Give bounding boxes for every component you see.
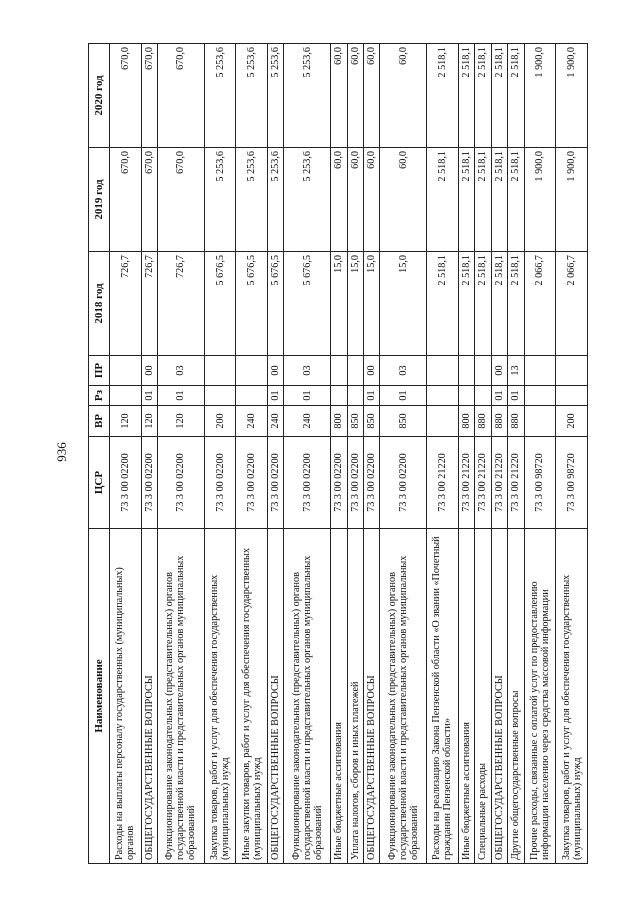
cell-name: Уплата налогов, сборов и иных платежей: [347, 529, 363, 864]
table-row: [267, 44, 283, 864]
cell-pr: 13: [508, 356, 524, 386]
cell-rz: [236, 386, 268, 406]
cell-2018: 2 518,1: [491, 252, 507, 356]
cell-pr: [556, 356, 588, 386]
header-2018: 2018 год: [89, 252, 110, 356]
cell-pr: 00: [267, 356, 283, 386]
cell-rz: 01: [158, 386, 205, 406]
cell-name: Закупка товаров, работ и услуг для обеспечения государственных (муниципальных) нужд: [556, 529, 588, 864]
budget-table-container: [88, 44, 588, 864]
cell-2020: 1 900,0: [524, 44, 556, 148]
cell-csr: 73 3 00 02200: [267, 437, 283, 529]
table-body: [110, 44, 588, 864]
cell-vr: 200: [204, 406, 236, 437]
cell-pr: [475, 356, 491, 386]
cell-2018: 726,7: [141, 252, 157, 356]
cell-2020: 2 518,1: [458, 44, 474, 148]
cell-2018: 5 676,5: [267, 252, 283, 356]
table-row: [458, 44, 474, 864]
cell-rz: 01: [508, 386, 524, 406]
cell-2020: 670,0: [158, 44, 205, 148]
cell-name: ОБЩЕГОСУДАРСТВЕННЫЕ ВОПРОСЫ: [363, 529, 379, 864]
cell-2018: 5 676,5: [284, 252, 331, 356]
header-vr: ВР: [89, 406, 110, 437]
cell-name: Иные бюджетные ассигнования: [331, 529, 347, 864]
cell-rz: 01: [267, 386, 283, 406]
cell-2019: 5 253,6: [284, 148, 331, 252]
table-row: [556, 44, 588, 864]
cell-vr: 850: [347, 406, 363, 437]
cell-vr: 240: [267, 406, 283, 437]
cell-vr: 800: [458, 406, 474, 437]
cell-rz: [475, 386, 491, 406]
cell-2019: 2 518,1: [508, 148, 524, 252]
cell-name: ОБЩЕГОСУДАРСТВЕННЫЕ ВОПРОСЫ: [491, 529, 507, 864]
cell-csr: 73 3 00 02200: [331, 437, 347, 529]
cell-2018: 15,0: [380, 252, 427, 356]
cell-vr: [427, 406, 459, 437]
cell-2019: 1 900,0: [524, 148, 556, 252]
cell-2019: 60,0: [331, 148, 347, 252]
cell-name: Специальные расходы: [475, 529, 491, 864]
cell-name: ОБЩЕГОСУДАРСТВЕННЫЕ ВОПРОСЫ: [267, 529, 283, 864]
cell-name: Иные закупки товаров, работ и услуг для обеспечения государственных (муниципальных) нужд: [236, 529, 268, 864]
cell-2020: 2 518,1: [475, 44, 491, 148]
cell-2018: 5 676,5: [204, 252, 236, 356]
cell-pr: 00: [491, 356, 507, 386]
cell-2019: 2 518,1: [475, 148, 491, 252]
cell-2018: 726,7: [110, 252, 142, 356]
cell-pr: 00: [141, 356, 157, 386]
cell-2020: 670,0: [141, 44, 157, 148]
cell-2019: 5 253,6: [236, 148, 268, 252]
cell-rz: 01: [141, 386, 157, 406]
cell-2019: 60,0: [363, 148, 379, 252]
table-row: [141, 44, 157, 864]
cell-csr: 73 3 00 02200: [110, 437, 142, 529]
cell-rz: [204, 386, 236, 406]
table-row: [347, 44, 363, 864]
cell-vr: 120: [141, 406, 157, 437]
cell-2019: 5 253,6: [267, 148, 283, 252]
table-row: [331, 44, 347, 864]
cell-2020: 60,0: [363, 44, 379, 148]
cell-pr: 03: [158, 356, 205, 386]
cell-csr: 73 3 00 02200: [347, 437, 363, 529]
cell-2019: 5 253,6: [204, 148, 236, 252]
table-row: [284, 44, 331, 864]
table-row: [508, 44, 524, 864]
cell-2019: 670,0: [110, 148, 142, 252]
cell-rz: 01: [491, 386, 507, 406]
table-row: [110, 44, 142, 864]
cell-vr: 880: [475, 406, 491, 437]
cell-2018: 2 066,7: [524, 252, 556, 356]
table-row: [158, 44, 205, 864]
table-row: [236, 44, 268, 864]
cell-2020: 5 253,6: [267, 44, 283, 148]
header-2020: 2020 год: [89, 44, 110, 148]
header-csr: ЦСР: [89, 437, 110, 529]
cell-csr: 73 3 00 02200: [380, 437, 427, 529]
cell-2018: 2 518,1: [458, 252, 474, 356]
cell-rz: [331, 386, 347, 406]
cell-csr: 73 3 00 02200: [284, 437, 331, 529]
cell-2019: 2 518,1: [491, 148, 507, 252]
cell-rz: [458, 386, 474, 406]
cell-csr: 73 3 00 21220: [458, 437, 474, 529]
cell-vr: 880: [491, 406, 507, 437]
cell-2020: 60,0: [380, 44, 427, 148]
cell-2018: 2 518,1: [475, 252, 491, 356]
cell-pr: [236, 356, 268, 386]
table-row: [427, 44, 459, 864]
cell-name: Прочие расходы, связанные с оплатой услуг по предоставлению информации населению через средства массовой информации: [524, 529, 556, 864]
cell-csr: 73 3 00 21220: [491, 437, 507, 529]
cell-pr: [347, 356, 363, 386]
cell-name: Функционирование законодательных (представительных) органов государственной власти и представительных органов муниципальных образований: [380, 529, 427, 864]
cell-pr: [331, 356, 347, 386]
cell-csr: 73 3 00 21220: [427, 437, 459, 529]
cell-rz: [524, 386, 556, 406]
cell-2018: 15,0: [347, 252, 363, 356]
cell-pr: [524, 356, 556, 386]
table-row: [524, 44, 556, 864]
cell-2018: 726,7: [158, 252, 205, 356]
header-2019: 2019 год: [89, 148, 110, 252]
cell-name: Функционирование законодательных (представительных) органов государственной власти и представительных органов муниципальных образований: [284, 529, 331, 864]
page-number: 936: [54, 442, 69, 462]
cell-2020: 2 518,1: [491, 44, 507, 148]
cell-2020: 60,0: [331, 44, 347, 148]
cell-rz: 01: [284, 386, 331, 406]
cell-name: Функционирование законодательных (представительных) органов государственной власти и представительных органов муниципальных образований: [158, 529, 205, 864]
cell-2018: 15,0: [363, 252, 379, 356]
cell-pr: [427, 356, 459, 386]
cell-2018: 5 676,5: [236, 252, 268, 356]
cell-pr: [110, 356, 142, 386]
cell-name: Расходы на реализацию Закона Пензенской области «О звании «Почетный гражданин Пензенской области»: [427, 529, 459, 864]
cell-vr: 850: [363, 406, 379, 437]
cell-rz: [556, 386, 588, 406]
cell-rz: 01: [363, 386, 379, 406]
cell-csr: 73 3 00 21220: [508, 437, 524, 529]
table-row: [204, 44, 236, 864]
cell-name: Расходы на выплаты персоналу государственных (муниципальных) органов: [110, 529, 142, 864]
cell-2019: 60,0: [347, 148, 363, 252]
cell-2019: 60,0: [380, 148, 427, 252]
cell-name: ОБЩЕГОСУДАРСТВЕННЫЕ ВОПРОСЫ: [141, 529, 157, 864]
cell-2019: 670,0: [141, 148, 157, 252]
cell-csr: 73 3 00 21220: [475, 437, 491, 529]
cell-vr: 850: [380, 406, 427, 437]
cell-2018: 2 066,7: [556, 252, 588, 356]
cell-name: Закупка товаров, работ и услуг для обеспечения государственных (муниципальных) нужд: [204, 529, 236, 864]
cell-rz: 01: [380, 386, 427, 406]
cell-vr: 880: [508, 406, 524, 437]
cell-rz: [427, 386, 459, 406]
cell-2020: 5 253,6: [236, 44, 268, 148]
cell-name: Иные бюджетные ассигнования: [458, 529, 474, 864]
header-rz: Рз: [89, 386, 110, 406]
cell-csr: 73 3 00 02200: [141, 437, 157, 529]
cell-vr: 200: [556, 406, 588, 437]
cell-2020: 2 518,1: [427, 44, 459, 148]
header-pr: ПР: [89, 356, 110, 386]
table-row: [475, 44, 491, 864]
cell-2019: 2 518,1: [458, 148, 474, 252]
cell-pr: 00: [363, 356, 379, 386]
table-row: [380, 44, 427, 864]
table-row: [491, 44, 507, 864]
cell-pr: [204, 356, 236, 386]
cell-pr: 03: [380, 356, 427, 386]
cell-csr: 73 3 00 02200: [363, 437, 379, 529]
cell-2018: 2 518,1: [508, 252, 524, 356]
table-header-row: [89, 44, 110, 864]
cell-rz: [110, 386, 142, 406]
budget-table: [88, 43, 588, 864]
cell-vr: 120: [110, 406, 142, 437]
cell-vr: 800: [331, 406, 347, 437]
cell-csr: 73 3 00 02200: [158, 437, 205, 529]
cell-csr: 73 3 00 02200: [204, 437, 236, 529]
cell-vr: [524, 406, 556, 437]
cell-2020: 2 518,1: [508, 44, 524, 148]
cell-2020: 670,0: [110, 44, 142, 148]
table-row: [363, 44, 379, 864]
cell-vr: 240: [236, 406, 268, 437]
cell-vr: 240: [284, 406, 331, 437]
cell-name: Другие общегосударственные вопросы: [508, 529, 524, 864]
cell-2020: 5 253,6: [284, 44, 331, 148]
cell-2020: 1 900,0: [556, 44, 588, 148]
cell-csr: 73 3 00 98720: [556, 437, 588, 529]
cell-csr: 73 3 00 02200: [236, 437, 268, 529]
header-name: Наименование: [89, 529, 110, 864]
cell-csr: 73 3 00 98720: [524, 437, 556, 529]
cell-2019: 670,0: [158, 148, 205, 252]
cell-pr: [458, 356, 474, 386]
cell-2019: 1 900,0: [556, 148, 588, 252]
cell-2018: 15,0: [331, 252, 347, 356]
cell-2018: 2 518,1: [427, 252, 459, 356]
cell-vr: 120: [158, 406, 205, 437]
cell-2019: 2 518,1: [427, 148, 459, 252]
cell-2020: 5 253,6: [204, 44, 236, 148]
cell-2020: 60,0: [347, 44, 363, 148]
cell-rz: [347, 386, 363, 406]
cell-pr: 03: [284, 356, 331, 386]
